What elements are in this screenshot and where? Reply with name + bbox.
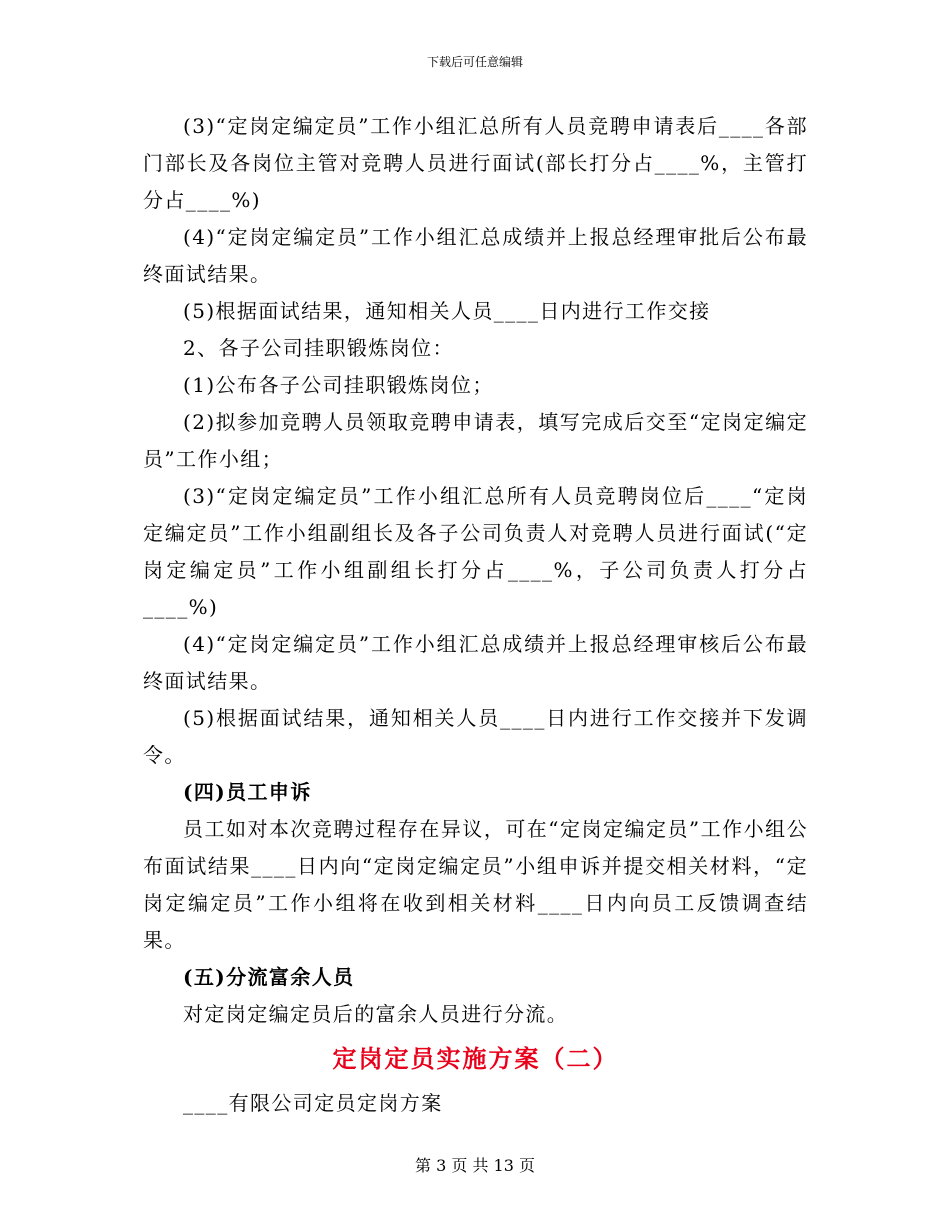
paragraph-7: (3)“定岗定编定员”工作小组汇总所有人员竞聘岗位后____“定岗定编定员”工作小组副组长及各子公司负责人对竞聘人员进行面试(“定岗定编定员”工作小组副组长打分占____%，子公司负责人打分占____%)	[143, 484, 808, 619]
paragraph-after-title: ____有限公司定员定岗方案	[183, 1091, 443, 1115]
subheading-surplus-staff: (五)分流富余人员	[183, 965, 355, 989]
paragraph-9: (5)根据面试结果，通知相关人员____日内进行工作交接并下发调令。	[143, 706, 808, 767]
paragraph-5: (1)公布各子公司挂职锻炼岗位；	[183, 373, 494, 397]
paragraph-8: (4)“定岗定编定员”工作小组汇总成绩并上报总经理审核后公布最终面试结果。	[143, 632, 808, 693]
page-footer-number: 第 3 页 共 13 页	[415, 1156, 535, 1175]
paragraph-6: (2)拟参加竞聘人员领取竞聘申请表，填写完成后交至“定岗定编定员”工作小组；	[143, 410, 808, 471]
paragraph-4: 2、各子公司挂职锻炼岗位：	[183, 336, 454, 360]
paragraph-1: (3)“定岗定编定员”工作小组汇总所有人员竞聘申请表后____各部门部长及各岗位主管对竞聘人员进行面试(部长打分占____%，主管打分占____%)	[143, 114, 808, 212]
subheading-employee-appeal: (四)员工申诉	[183, 780, 312, 804]
paragraph-surplus: 对定岗定编定员后的富余人员进行分流。	[183, 1002, 569, 1026]
document-body	[143, 108, 808, 1122]
paragraph-2: (4)“定岗定编定员”工作小组汇总成绩并上报总经理审批后公布最终面试结果。	[143, 225, 808, 286]
paragraph-appeal: 员工如对本次竞聘过程存在异议，可在“定岗定编定员”工作小组公布面试结果____日内向“定岗定编定员”小组申诉并提交相关材料，“定岗定编定员”工作小组将在收到相关材料____日内向员工反馈调查结果。	[143, 817, 808, 952]
section-title: 定岗定员实施方案（二）	[332, 1044, 619, 1073]
paragraph-3: (5)根据面试结果，通知相关人员____日内进行工作交接	[183, 299, 711, 323]
page-header-note: 下载后可任意编辑	[426, 55, 523, 69]
